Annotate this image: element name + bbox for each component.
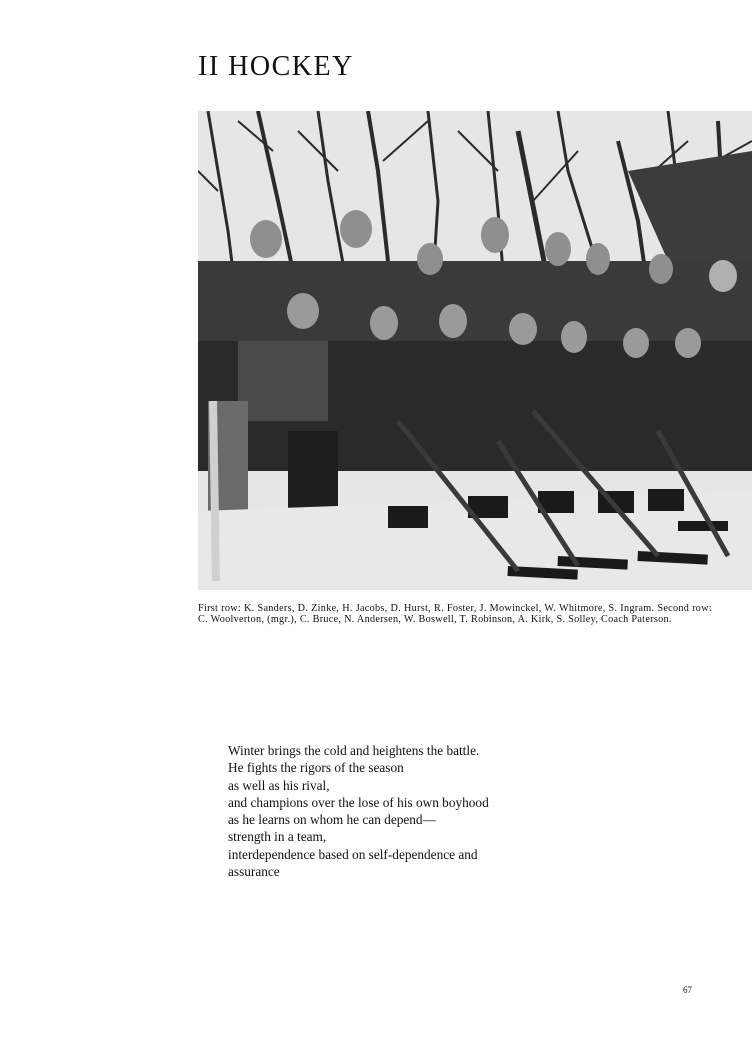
poem-line: He fights the rigors of the season xyxy=(228,760,404,776)
team-photo xyxy=(198,111,752,590)
poem-line: as well as his rival, xyxy=(228,777,330,793)
page-title: II HOCKEY xyxy=(198,51,354,82)
poem-line: Winter brings the cold and heightens the battle. xyxy=(228,743,480,758)
poem-line: strength in a team, xyxy=(228,829,327,845)
page-number: 67 xyxy=(683,985,692,995)
poem-line: assurance xyxy=(228,864,280,880)
photo-caption: First row: K. Sanders, D. Zinke, H. Jacobs, D. Hurst, R. Foster, J. Mowinckel, W. Whitmore, S. Ingram. Second row: C. Woolverton, (mgr.), C. Bruce, N. Andersen, W. Boswell, T. Robinson, A. Kirk, S. Solley, Coach Paterson. xyxy=(198,603,712,625)
poem-line: as he learns on whom he can depend— xyxy=(228,812,436,828)
poem xyxy=(228,742,568,880)
team-photo-image xyxy=(198,111,752,590)
poem-line: interdependence based on self-dependence and xyxy=(228,846,478,862)
poem-line: and champions over the lose of his own boyhood xyxy=(228,794,489,810)
